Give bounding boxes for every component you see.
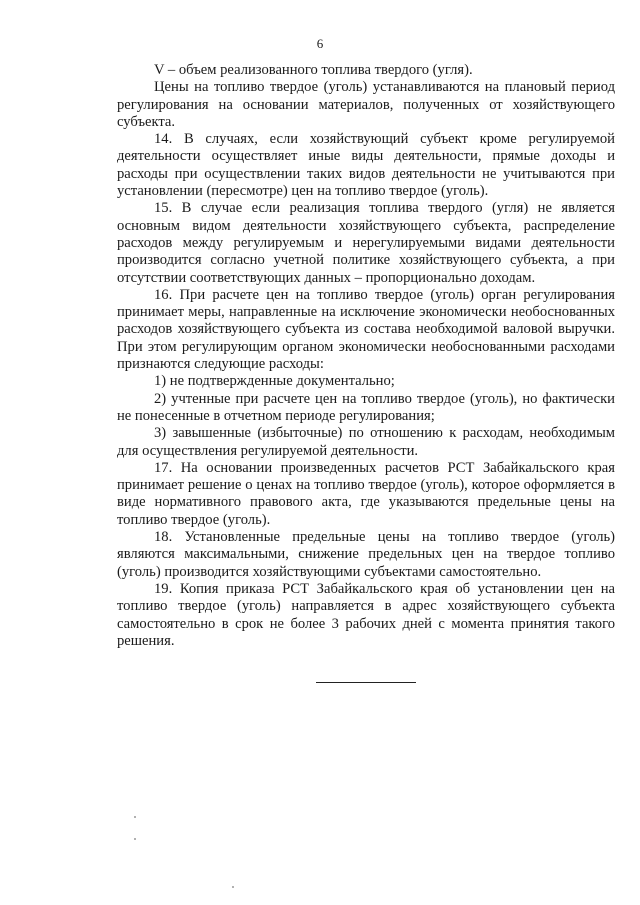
- paragraph-15: 15. В случае если реализация топлива твердого (угля) не является основным видом деятельности хозяйствующего субъекта, распределение расходов между регулируемым и нерегулируемыми видами деятельности производится согласно учетной политике хозяйствующего субъекта, а при отсутствии соответствующих данных – пропорционально доходам.: [117, 200, 615, 286]
- paragraph-prices-period: Цены на топливо твердое (уголь) устанавливаются на плановый период регулирования на основании материалов, полученных от хозяйствующего субъекта.: [117, 79, 615, 130]
- scan-speck: [134, 838, 136, 840]
- list-item-2: 2) учтенные при расчете цен на топливо твердое (уголь), но фактически не понесенные в отчетном периоде регулирования;: [117, 390, 615, 424]
- paragraph-18: 18. Установленные предельные цены на топливо твердое (уголь) являются максимальными, снижение предельных цен на твердое топливо (уголь) производится хозяйствующими субъектами самостоятельно.: [117, 529, 615, 580]
- paragraph-16: 16. При расчете цен на топливо твердое (уголь) орган регулирования принимает меры, направленные на исключение экономически необоснованных расходов хозяйствующего субъекта из состава необходимой валовой выручки. При этом регулирующим органом экономически необоснованными расходами признаются следующие расходы:: [117, 286, 615, 373]
- list-item-1: 1) не подтвержденные документально;: [154, 373, 395, 390]
- paragraph-19: 19. Копия приказа РСТ Забайкальского края об установлении цен на топливо твердое (уголь) направляется в адрес хозяйствующего субъекта самостоятельно в срок не более 3 рабочих дней с момента принятия такого решения.: [117, 580, 615, 649]
- paragraph-14: 14. В случаях, если хозяйствующий субъект кроме регулируемой деятельности осуществляет иные виды деятельности, прямые доходы и расходы при осуществлении таких видов деятельности не учитываются при установлении (пересмотре) цен на топливо твердое (уголь).: [117, 131, 615, 200]
- list-item-3: 3) завышенные (избыточные) по отношению к расходам, необходимым для осуществления регулируемой деятельности.: [117, 425, 615, 459]
- scan-speck: [134, 816, 136, 818]
- scan-speck: [232, 886, 234, 888]
- paragraph-17: 17. На основании произведенных расчетов РСТ Забайкальского края принимает решение о ценах на топливо твердое (уголь), которое оформляется в виде нормативного правового акта, где указываются предельные цены на топливо твердое (уголь).: [117, 459, 615, 528]
- end-divider: [316, 682, 416, 683]
- paragraph-v-definition: V – объем реализованного топлива твердого (угля).: [154, 62, 473, 78]
- page-number: 6: [316, 36, 324, 51]
- document-body: [117, 62, 615, 650]
